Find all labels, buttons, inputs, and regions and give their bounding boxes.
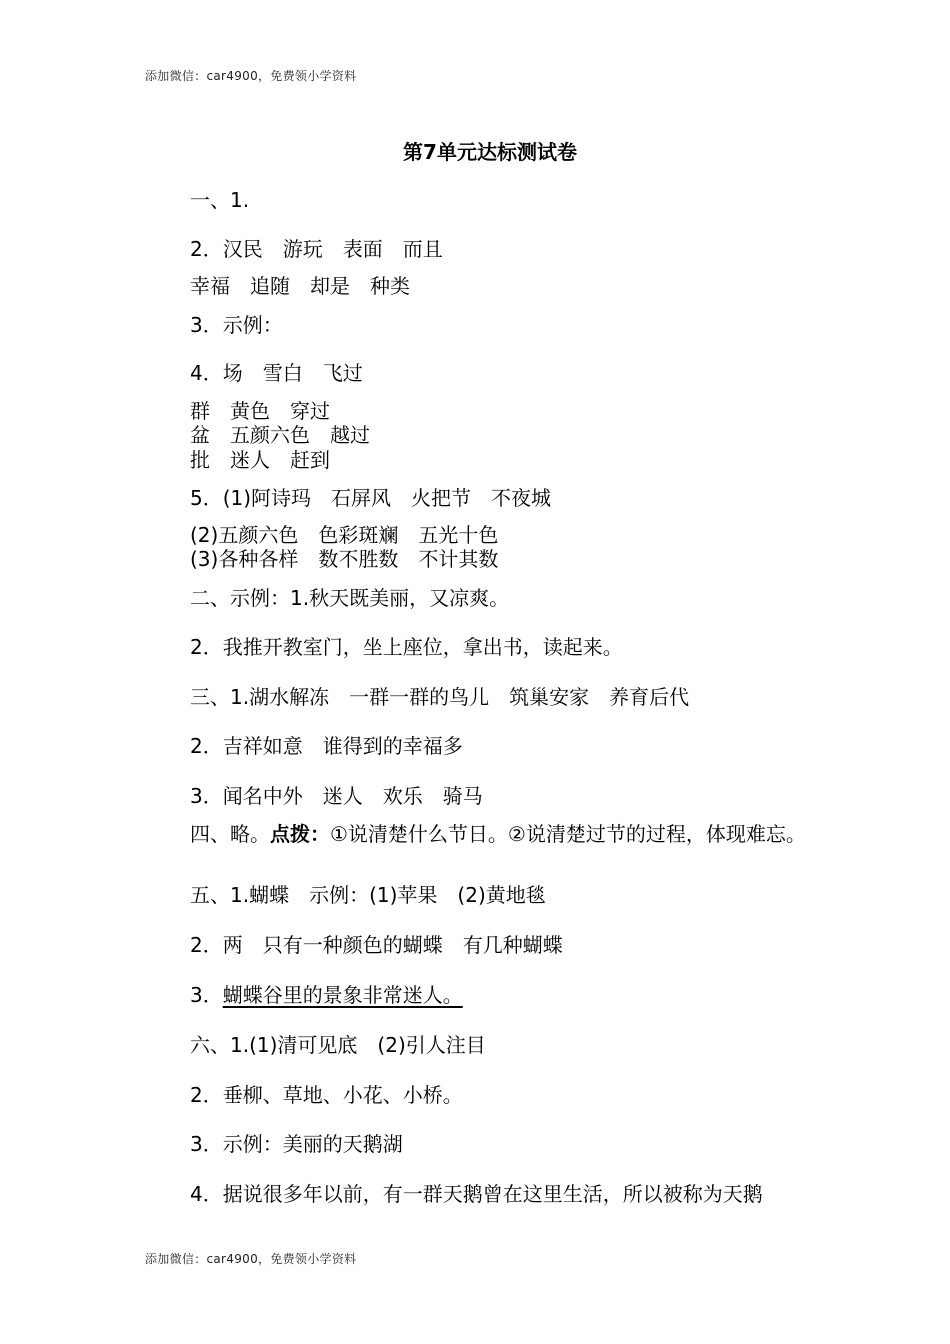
answer-line-19: 2．两 只有一种颜色的蝴蝶 有几种蝴蝶 (190, 933, 563, 957)
answer-line-8: 批 迷人 赶到 (190, 448, 330, 472)
answer-line-15: 2．吉祥如意 谁得到的幸福多 (190, 734, 463, 758)
answer-line-20 (190, 982, 463, 1008)
answer-line-7: 盆 五颜六色 越过 (190, 423, 370, 447)
answer-line-12: 二、示例：1.秋天既美丽，又凉爽。 (190, 586, 510, 610)
answer-line-13: 2．我推开教室门，坐上座位，拿出书，读起来。 (190, 635, 623, 659)
answer-line-6: 群 黄色 穿过 (190, 399, 330, 423)
watermark-footer: 添加微信：car4900，免费领小学资料 (145, 1252, 357, 1266)
answer-line-9: 5．(1)阿诗玛 石屏风 火把节 不夜城 (190, 486, 552, 510)
answer-line-5: 4．场 雪白 飞过 (190, 361, 363, 385)
answer-line-1: 一、1. (190, 188, 250, 212)
hint-label: 点拨： (270, 822, 330, 846)
answer-line-18: 五、1.蝴蝶 示例：(1)苹果 (2)黄地毯 (190, 883, 546, 907)
answer-line-2: 2．汉民 游玩 表面 而且 (190, 237, 443, 261)
answer-line-14: 三、1.湖水解冻 一群一群的鸟儿 筑巢安家 养育后代 (190, 685, 690, 709)
answer-line-10: (2)五颜六色 色彩斑斓 五光十色 (190, 523, 499, 547)
underlined-sentence: 蝴蝶谷里的景象非常迷人。 (222, 983, 463, 1007)
answer-paragraph-4 (145, 821, 820, 847)
answer-line-11: (3)各种各样 数不胜数 不计其数 (190, 547, 499, 571)
answer-line-3: 幸福 追随 却是 种类 (190, 274, 410, 298)
answer-line-21: 六、1.(1)清可见底 (2)引人注目 (190, 1033, 486, 1057)
answer-20-prefix: 3． (190, 983, 223, 1007)
answer-line-4: 3．示例： (190, 313, 283, 337)
answer-4-text: ①说清楚什么节日。②说清楚过节的过程，体现难忘。 (330, 822, 806, 846)
answer-line-22: 2．垂柳、草地、小花、小桥。 (190, 1083, 463, 1107)
answer-line-23: 3．示例：美丽的天鹅湖 (190, 1132, 403, 1156)
answer-line-16: 3．闻名中外 迷人 欢乐 骑马 (190, 784, 483, 808)
page-title: 第7单元达标测试卷 (403, 140, 577, 164)
answer-4-prefix: 四、略。 (190, 822, 270, 846)
answer-line-24: 4．据说很多年以前，有一群天鹅曾在这里生活，所以被称为天鹅 (190, 1182, 763, 1206)
watermark-header: 添加微信：car4900，免费领小学资料 (145, 69, 357, 83)
